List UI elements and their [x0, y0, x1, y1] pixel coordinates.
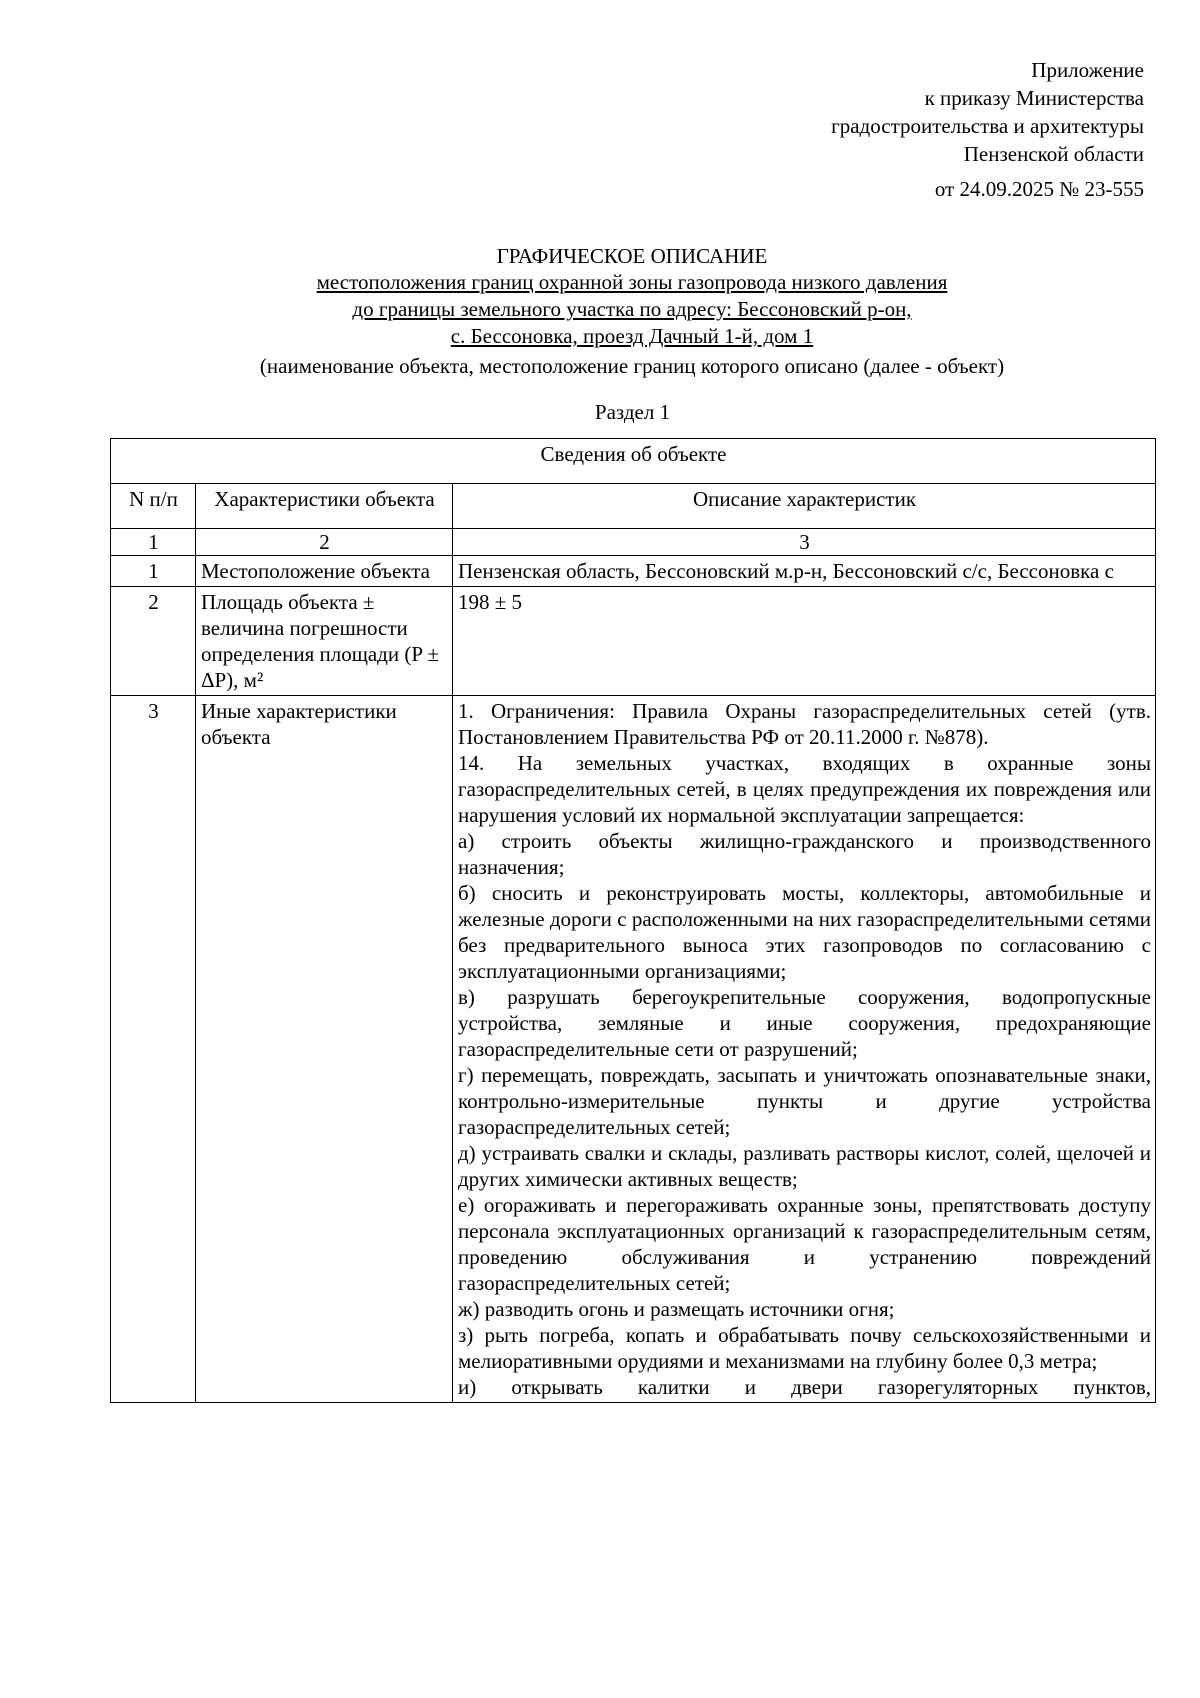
approval-block [831, 56, 1144, 203]
section-label: Раздел 1 [594, 400, 671, 424]
header-characteristic: Характеристики объекта [196, 484, 453, 529]
row-description-restrictions [453, 696, 1156, 1403]
header-description: Описание характеристик [453, 484, 1156, 529]
table-row [111, 587, 1156, 696]
row-number: 3 [111, 696, 196, 1403]
restriction-paragraph-rules: 1. Ограничения: Правила Охраны газораспределительных сетей (утв. Постановлением Правительства РФ от 20.11.2000 г. №878). [458, 699, 1151, 749]
document-title-block [110, 243, 1154, 379]
restriction-item-zh: ж) разводить огонь и размещать источники огня; [458, 1297, 895, 1321]
restriction-item-z: з) рыть погреба, копать и обрабатывать почву сельскохозяйственными и мелиоративными орудиями и механизмами на глубину более 0,3 метра; [458, 1323, 1151, 1373]
restriction-item-i: и) открывать калитки и двери газорегуляторных пунктов, [458, 1375, 1151, 1399]
object-info-table [110, 438, 1156, 1403]
restriction-item-v: в) разрушать берегоукрепительные сооружения, водопропускные устройства, земляные и иные сооружения, предохраняющие газораспределительные сети от разрушений; [458, 985, 1151, 1061]
restriction-item-d: д) устраивать свалки и склады, разливать растворы кислот, солей, щелочей и других химически активных веществ; [458, 1141, 1151, 1191]
restriction-item-e: е) огораживать и перегораживать охранные зоны, препятствовать доступу персонала эксплуатационных организаций к газораспределительным сетям, проведению обслуживания и устранению повреждений газораспределительных сетей; [458, 1193, 1151, 1295]
restriction-paragraph-14: 14. На земельных участках, входящих в охранные зоны газораспределительных сетей, в целях предупреждения их повреждения или нарушения условий их нормальной эксплуатации запрещается: [458, 751, 1151, 827]
row-characteristic: Местоположение объекта [196, 556, 453, 587]
document-title: ГРАФИЧЕСКОЕ ОПИСАНИЕ [496, 244, 768, 268]
column-number-3: 3 [453, 529, 1156, 556]
title-caption: (наименование объекта, местоположение границ которого описано (далее - объект) [259, 354, 1005, 378]
object-description-line-1: местоположения границ охранной зоны газопровода низкого давления [316, 270, 948, 294]
restriction-item-g: г) перемещать, повреждать, засыпать и уничтожать опознавательные знаки, контрольно-измерительные пункты и другие устройства газораспределительных сетей; [458, 1063, 1151, 1139]
approval-line-order: к приказу Министерства [924, 86, 1144, 110]
column-number-2: 2 [196, 529, 453, 556]
approval-line-ministry: градостроительства и архитектуры [831, 114, 1144, 138]
column-number-1: 1 [111, 529, 196, 556]
row-description: 198 ± 5 [453, 587, 1156, 696]
header-number: N п/п [111, 484, 196, 529]
restriction-item-b: б) сносить и реконструировать мосты, коллекторы, автомобильные и железные дороги с расположенными на них газораспределительными сетями без предварительного выноса этих газопроводов по согласованию с эксплуатационными организациями; [458, 881, 1151, 983]
row-description: Пензенская область, Бессоновский м.р-н, Бессоновский с/с, Бессоновка с [453, 556, 1156, 587]
row-number: 1 [111, 556, 196, 587]
approval-date-number: от 24.09.2025 № 23-555 [934, 177, 1144, 201]
approval-line-region: Пензенской области [963, 142, 1144, 166]
row-number: 2 [111, 587, 196, 696]
restriction-item-a: а) строить объекты жилищно-гражданского и производственного назначения; [458, 829, 1151, 879]
row-characteristic: Площадь объекта ± величина погрешности определения площади (P ± ΔP), м² [196, 587, 453, 696]
row-characteristic: Иные характеристики объекта [196, 696, 453, 1403]
table-row [111, 696, 1156, 1403]
table-row [111, 556, 1156, 587]
approval-line-appendix: Приложение [1031, 58, 1144, 82]
object-description-line-2: до границы земельного участка по адресу: Бессоновский р-он, [352, 297, 912, 321]
object-description-line-3: с. Бессоновка, проезд Дачный 1-й, дом 1 [450, 324, 814, 348]
table-title: Сведения об объекте [111, 439, 1156, 484]
